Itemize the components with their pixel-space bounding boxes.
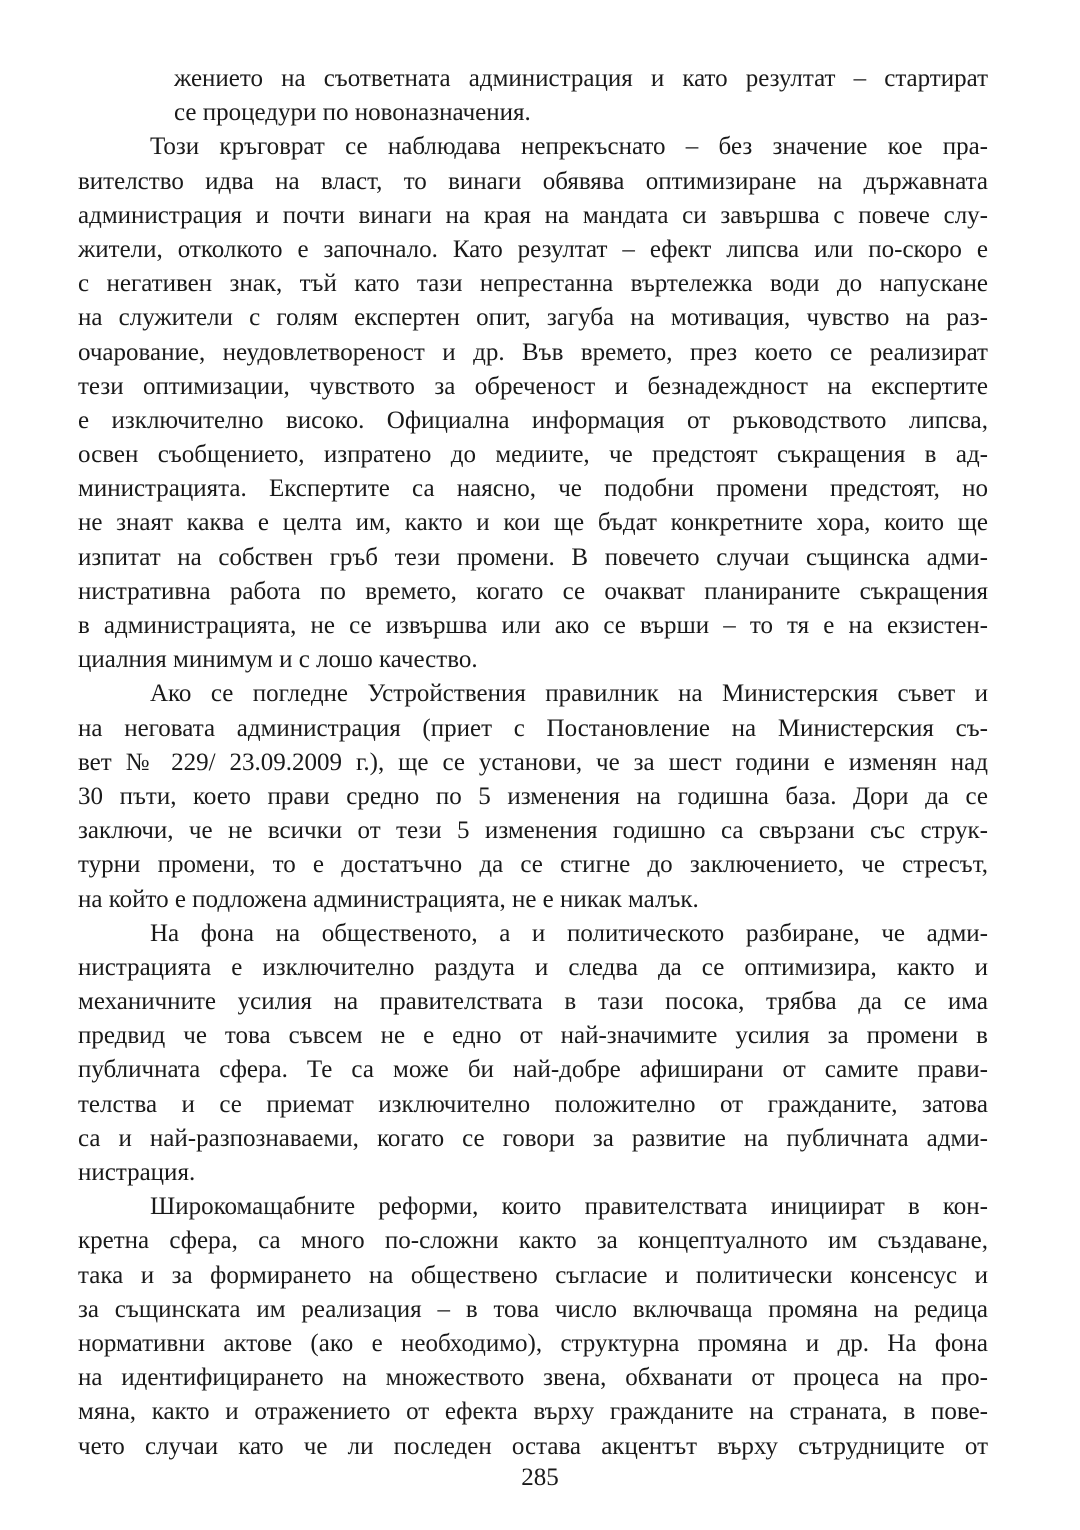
text-line: заключи, че не всички от тези 5 изменения годишно са свързани със струк- (78, 817, 988, 845)
paragraph-first-line: Този кръговрат се наблюдава непрекъснато – без значение кое пра- (150, 133, 988, 161)
text-line: освен съобщението, изпратено до медиите, че предстоят съкращения в ад- (78, 441, 988, 469)
text-line: публичната сфера. Те са може би най-добре афиширани от самите прави- (78, 1056, 988, 1084)
text-line: циалния минимум и с лошо качество. (78, 646, 478, 674)
text-line: не знаят каква е целта им, както и кои ще бъдат конкретните хора, които ще (78, 509, 988, 537)
text-line: жението на съответната администрация и като резултат – стартират (174, 65, 988, 92)
text-line: тези оптимизации, чувството за обреченост и безнадеждност на експертите (78, 372, 988, 400)
text-line: се процедури по новоназначения. (174, 99, 531, 127)
text-line: вет № 229/ 23.09.2009 г.), ще се установи, че за шест години е изменян над (78, 748, 988, 776)
page-number: 285 (521, 1464, 559, 1491)
text-line: чето случаи като че ли последен остава акцентът върху сътрудниците от (78, 1432, 988, 1460)
text-line: вителство идва на власт, то винаги обявява оптимизиране на държавната (78, 167, 988, 195)
text-line: министрацията. Експертите са наясно, че подобни промени предстоят, но (78, 475, 988, 503)
text-line: очарование, неудовлетвореност и др. Във времето, през което се реализират (78, 338, 988, 366)
body-text (78, 62, 988, 1464)
text-line: мяна, както и отражението от ефекта върху гражданите на страната, в пове- (78, 1398, 988, 1426)
text-line: на неговата администрация (приет с Постановление на Министерския съ- (78, 714, 988, 742)
text-line: кретна сфера, са много по-сложни както за концептуалното им създаване, (78, 1227, 988, 1255)
text-line: в администрацията, не се извършва или ако се върши – то тя е на екзистен- (78, 612, 988, 639)
text-line: с негативен знак, тъй като тази непрестанна въртележка води до напускане (78, 270, 988, 298)
text-line: телства и се приемат изключително положително от гражданите, затова (78, 1090, 988, 1118)
text-line: за същинската им реализация – в това число включваща промяна на редица (78, 1295, 988, 1323)
text-line: механичните усилия на правителствата в тази посока, трябва да се има (78, 988, 988, 1016)
text-line: на идентифицирането на множеството звена, обхванати от процеса на про- (78, 1364, 988, 1392)
text-line: нормативни актове (ако е необходимо), структурна промяна и др. На фона (78, 1329, 988, 1357)
text-line: турни промени, то е достатъчно да се стигне до заключението, че стресът, (78, 851, 988, 879)
text-line: така и за формирането на обществено съгласие и политически консенсус и (78, 1261, 988, 1289)
text-line: нистративна работа по времето, когато се очакват планираните съкращения (78, 577, 988, 605)
paragraph-first-line: На фона на общественото, а и политическото разбиране, че адми- (150, 919, 988, 947)
text-line: изпитат на собствен гръб тези промени. В повечето случаи същинска адми- (78, 543, 988, 571)
text-line: на служители с голям експертен опит, загуба на мотивация, чувство на раз- (78, 304, 988, 332)
text-line: 30 пъти, което прави средно по 5 изменения на годишна база. Дори да се (78, 782, 988, 810)
paragraph-first-line: Ако се погледне Устройствения правилник на Министерския съвет и (150, 680, 988, 708)
text-line: жители, отколкото е започнало. Като резултат – ефект липсва или по-скоро е (78, 235, 988, 263)
text-line: администрация и почти винаги на края на мандата си завършва с повече слу- (78, 201, 988, 229)
text-line: е изключително високо. Официална информация от ръководството липсва, (78, 406, 988, 434)
text-line: нистрацията е изключително раздута и следва да се оптимизира, както и (78, 953, 988, 981)
text-line: на който е подложена администрацията, не е никак малък. (78, 885, 699, 913)
text-line: предвид че това съвсем не е едно от най-значимите усилия за промени в (78, 1022, 988, 1050)
text-line: нистрация. (78, 1159, 196, 1186)
paragraph-first-line: Широкомащабните реформи, които правителствата инициират в кон- (150, 1193, 988, 1221)
text-line: са и най-разпознаваеми, когато се говори за развитие на публичната адми- (78, 1124, 988, 1152)
